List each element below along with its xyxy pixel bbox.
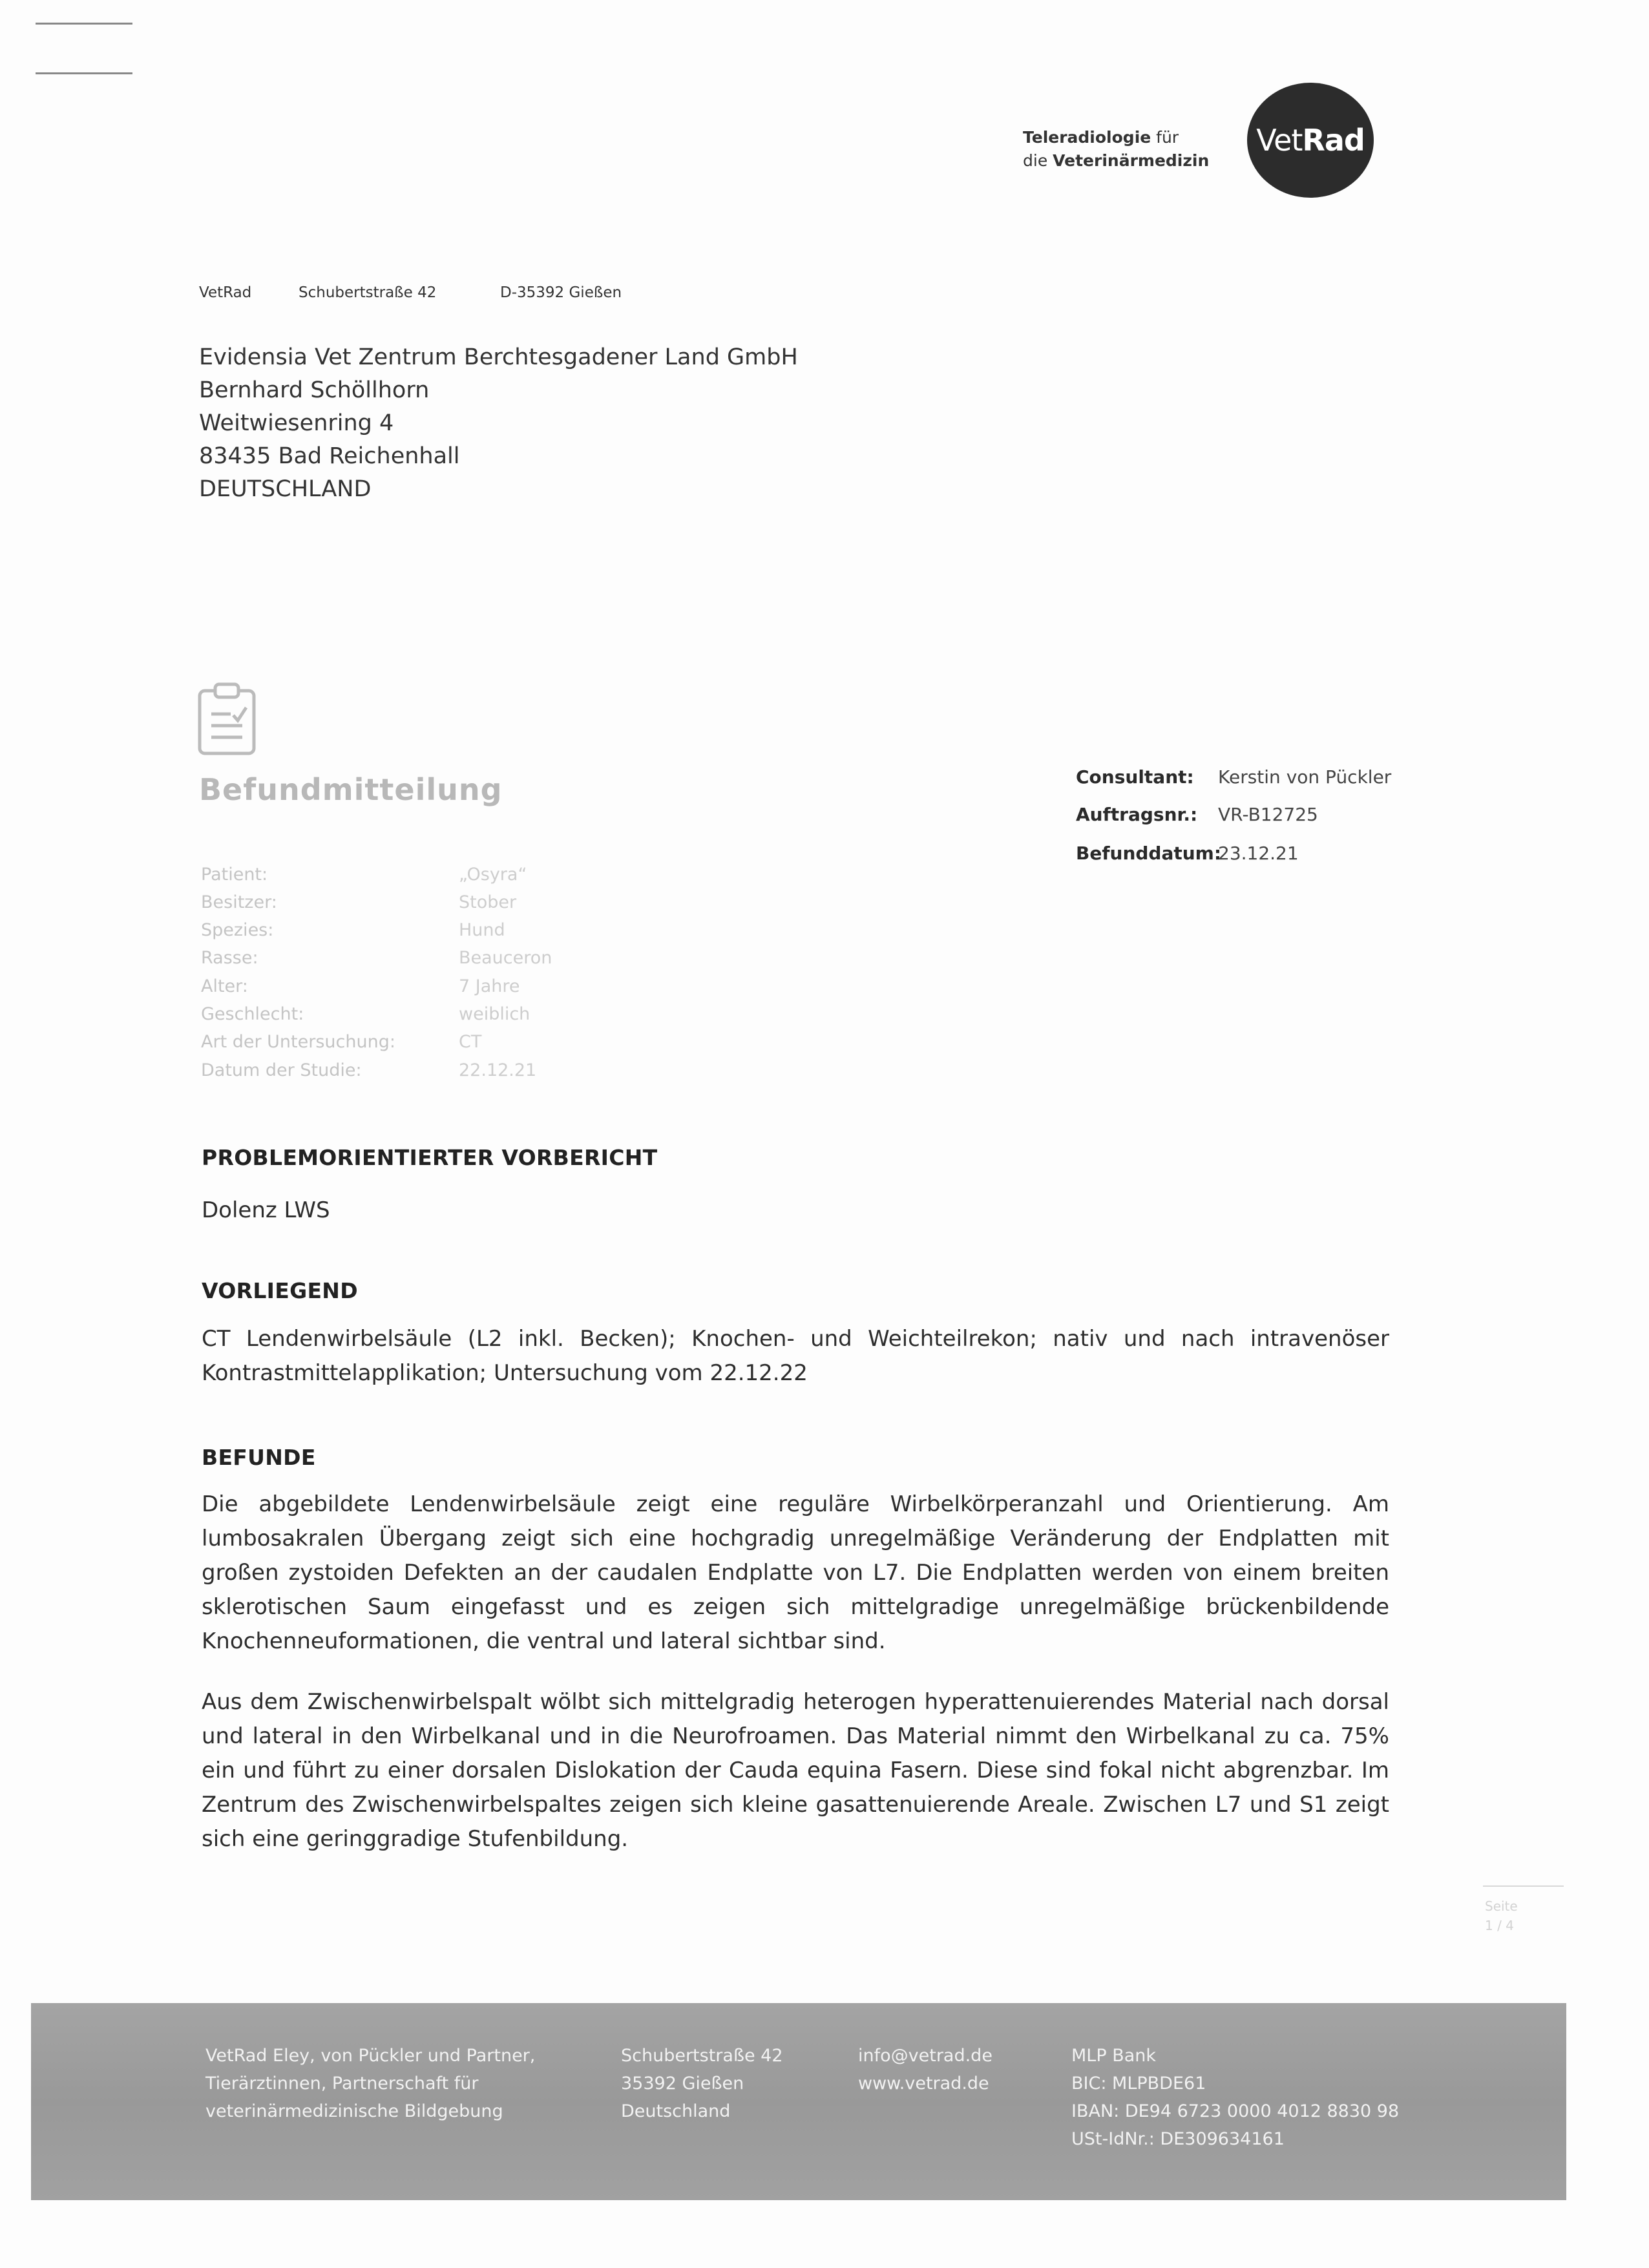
patient-label: Besitzer: (201, 892, 277, 912)
recipient-line: 83435 Bad Reichenhall (199, 443, 460, 469)
footer-line: Deutschland (621, 2101, 731, 2121)
footer-line: 35392 Gießen (621, 2074, 744, 2094)
scan-artifact-line (36, 23, 132, 25)
patient-label: Alter: (201, 976, 248, 996)
patient-label: Spezies: (201, 920, 274, 940)
footer-line: Tierärztinnen, Partnerschaft für (205, 2074, 479, 2094)
meta-value: 23.12.21 (1218, 843, 1299, 864)
vorliegend-text: CT Lendenwirbelsäule (L2 inkl. Becken); Knochen- und Weichteilrekon; nativ und nach intravenöser Kontrastmittelapplikation; Untersuchung vom 22.12.22 (202, 1326, 1389, 1386)
meta-label: Befunddatum: (1076, 843, 1222, 864)
recipient-line: Weitwiesenring 4 (199, 410, 394, 436)
logo-rad: Rad (1302, 123, 1365, 158)
meta-value: VR-B12725 (1218, 804, 1318, 825)
page-value: 1 / 4 (1485, 1918, 1514, 1933)
meta-value: Kerstin von Pückler (1218, 766, 1392, 788)
section-heading-vorbericht: PROBLEMORIENTIERTER VORBERICHT (202, 1145, 658, 1170)
footer-line: MLP Bank (1071, 2046, 1157, 2066)
sender-city: D-35392 Gießen (500, 284, 622, 301)
patient-value: Hund (459, 920, 505, 940)
page-number (1485, 1896, 1518, 1935)
footer-line: USt-IdNr.: DE309634161 (1071, 2129, 1285, 2149)
patient-label: Rasse: (201, 948, 258, 968)
footer-company (205, 2042, 535, 2125)
recipient-line: Evidensia Vet Zentrum Berchtesgadener Land GmbH (199, 344, 798, 370)
footer-email: info@vetrad.de (858, 2046, 993, 2066)
footer-line: veterinärmedizinische Bildgebung (205, 2101, 503, 2121)
footer-website: www.vetrad.de (858, 2074, 989, 2094)
page-label: Seite (1485, 1898, 1518, 1914)
vetrad-logo (1247, 83, 1374, 198)
footer-line: IBAN: DE94 6723 0000 4012 8830 98 (1071, 2101, 1400, 2121)
sender-street: Schubertstraße 42 (299, 284, 437, 301)
patient-label: Datum der Studie: (201, 1060, 362, 1080)
patient-value: weiblich (459, 1004, 530, 1024)
recipient-address (199, 341, 798, 506)
patient-label: Patient: (201, 865, 268, 885)
patient-value: Stober (459, 892, 517, 912)
tagline-rest: für (1151, 128, 1179, 147)
patient-value: CT (459, 1032, 482, 1052)
befunde-paragraph: Aus dem Zwischenwirbelspalt wölbt sich mittelgradig heterogen hyperattenuierendes Material nach dorsal und lateral in den Wirbelkanal und in die Neurofroamen. Das Material nimmt den Wirbelkanal zu ca. 75% ein und führt zu einer dorsalen Dislokation der Cauda equina Fasern. Diese sind fokal nicht abgrenzbar. Im Zentrum des Zwischenwirbelspaltes zeigen sich kleine gasattenuierende Areale. Zwischen L7 und S1 zeigt sich eine geringgradige Stufenbildung. (202, 1689, 1389, 1852)
section-heading-befunde: BEFUNDE (202, 1445, 316, 1470)
header-tagline (1023, 126, 1209, 173)
tagline-bold: Teleradiologie (1023, 128, 1151, 147)
meta-label: Auftragsnr.: (1076, 804, 1198, 825)
footer-line: Schubertstraße 42 (621, 2046, 783, 2066)
tagline-bold-2: Veterinärmedizin (1053, 151, 1210, 170)
patient-value: „Osyra“ (459, 865, 527, 885)
recipient-line: Bernhard Schöllhorn (199, 377, 430, 403)
patient-label: Art der Untersuchung: (201, 1032, 395, 1052)
logo-vet: Vet (1256, 123, 1303, 158)
footer-address (621, 2042, 783, 2125)
footer-bar (31, 2003, 1566, 2200)
footer-line: VetRad Eley, von Pückler und Partner, (205, 2046, 536, 2066)
sender-name: VetRad (199, 284, 252, 301)
vorbericht-text: Dolenz LWS (202, 1197, 330, 1223)
tagline-pre: die (1023, 151, 1053, 170)
document-title: Befundmitteilung (199, 772, 503, 807)
patient-label: Geschlecht: (201, 1004, 304, 1024)
section-heading-vorliegend: VORLIEGEND (202, 1278, 358, 1303)
footer-line: BIC: MLPBDE61 (1071, 2074, 1206, 2094)
patient-value: 7 Jahre (459, 976, 520, 996)
meta-label: Consultant: (1076, 766, 1194, 788)
page-marker-line (1483, 1885, 1564, 1887)
patient-value: Beauceron (459, 948, 552, 968)
footer-contact (858, 2042, 993, 2097)
scan-artifact-line (36, 72, 132, 74)
footer-bank (1071, 2042, 1399, 2153)
recipient-line: DEUTSCHLAND (199, 476, 372, 502)
patient-value: 22.12.21 (459, 1060, 537, 1080)
clipboard-check-icon (197, 682, 257, 756)
befunde-paragraph: Die abgebildete Lendenwirbelsäule zeigt eine reguläre Wirbelkörperanzahl und Orientierung. Am lumbosakralen Übergang zeigt sich eine hochgradig unregelmäßige Veränderung der Endplatten mit großen zystoiden Defekten an der caudalen Endplatte von L7. Die Endplatten werden von einem breiten sklerotischen Saum eingefasst und es zeigen sich mittelgradige unregelmäßige brückenbildende Knochenneuformationen, die ventral und lateral sichtbar sind. (202, 1491, 1389, 1654)
